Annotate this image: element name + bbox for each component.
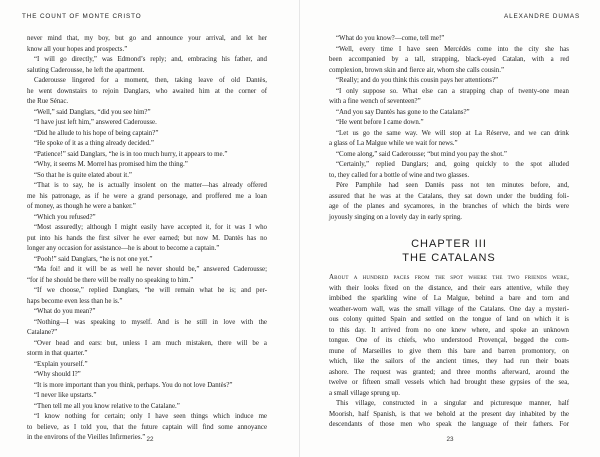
page-number-right: 23 xyxy=(446,436,454,443)
text-line: assured that he was at the Catalans, they sat down under the budding foli- xyxy=(329,192,569,200)
text-line: in the environs of the Vieilles Infirmeries.” xyxy=(27,434,146,441)
text-line: “Well,” said Danglars, “did you see him?” xyxy=(34,108,151,116)
text-line: Caderousse lingered for a moment, then, taking leave of old Dantès, xyxy=(34,77,267,84)
text-line: “I know nothing for certain; only I have seen things which induce me xyxy=(34,413,267,420)
chapter-heading xyxy=(329,237,569,265)
text-line: to, they called for a bottle of wine and two glasses. xyxy=(329,171,470,179)
text-line: “What do you know?—come, tell me!” xyxy=(336,35,445,42)
text-line: Catalane?” xyxy=(27,329,58,336)
text-line: mune of Marseilles to give them this bare and barren promontory, on xyxy=(329,347,569,355)
text-line: never mind that, my boy, but go and announce your arrival, and let her xyxy=(27,35,267,42)
text-line: “I never like upstarts.” xyxy=(34,392,97,399)
text-line: ashore. The request was granted; and three months afterward, around the xyxy=(329,368,569,376)
text-line: “Which you refused?” xyxy=(34,213,96,221)
text-line: “So that he is quite elated about it.” xyxy=(34,171,132,179)
text-line: Père Pamphile had seen Dantès pass not ten minutes before, and, xyxy=(336,182,569,189)
text-line: tongue. One of its chiefs, who understood Provençal, begged the com- xyxy=(329,337,569,344)
chapter-body xyxy=(329,273,569,431)
text-line: complexion, brown skin and fierce air, whom she calls cousin.” xyxy=(329,66,505,74)
text-line: “Let us go the same way. We will stop at La Réserve, and we can drink xyxy=(336,129,569,137)
text-line: storm in that quarter.” xyxy=(27,350,88,357)
text-line: “for if he should be there will be really no speaking to him.” xyxy=(27,276,194,284)
chapter-number: CHAPTER III xyxy=(411,238,487,250)
text-line: weather-worn wall, was the small village of the Catalans. One day a mysteri- xyxy=(329,305,569,313)
text-line: imbibed the sparkling wine of La Malgue, behind a bare and torn and xyxy=(329,295,569,302)
text-line: descendants of those men who speak the language of their fathers. For xyxy=(329,421,569,428)
text-line: to believe, as I told you, that the future captain will find some annoyance xyxy=(27,423,267,431)
text-line: “Why, it seems M. Morrel has promised him the thing.” xyxy=(34,161,188,168)
text-line: Moorish, half Spanish, is that we behold at the present day inhabited by the xyxy=(329,410,569,418)
right-page xyxy=(300,0,600,457)
text-line: “Really; and do you think this cousin pays her attentions?” xyxy=(336,77,499,84)
text-line: “It is more important than you think, perhaps. You do not love Dantès?” xyxy=(34,381,233,389)
text-line: “Why should I?” xyxy=(34,371,81,378)
text-line: “Well, every time I have seen Mercédès come into the city she has xyxy=(336,45,569,53)
text-line: he went downstairs to rejoin Danglars, who awaited him at the corner of xyxy=(27,87,267,95)
text-line: longer any occasion for assistance—he is about to become a captain.” xyxy=(27,245,220,252)
text-line: “Ma foi! and it will be as well he never should be,” answered Caderousse; xyxy=(34,266,267,273)
text-line: “That is to say, he is actually insolent on the matter—has already offered xyxy=(34,182,267,189)
text-line: me his patronage, as if he were a grand personage, and proffered me a loan xyxy=(27,192,267,200)
text-line: been accompanied by a tall, strapping, black-eyed Catalan, with a red xyxy=(329,56,569,63)
text-line: “What do you mean?” xyxy=(34,308,96,315)
text-line: ous colony quitted Spain and settled on the tongue of land on which it is xyxy=(329,316,569,323)
text-line: About a hundred paces from the spot where the two friends were, xyxy=(329,274,569,281)
text-line: “Over head and ears: but, unless I am much mistaken, there will be a xyxy=(34,339,267,347)
text-line: with their looks fixed on the distance, and their ears attentive, while they xyxy=(329,284,569,292)
text-line: a small village sprung up. xyxy=(329,389,400,397)
text-line: of money, as though he were a banker.” xyxy=(27,203,136,210)
text-line: “Nothing—I was speaking to myself. And is he still in love with the xyxy=(34,318,267,326)
running-header-right: ALEXANDRE DUMAS xyxy=(504,13,581,20)
running-header-left: THE COUNT OF MONTE CRISTO xyxy=(22,13,142,20)
text-line: “Explain yourself.” xyxy=(34,360,88,368)
text-line: “I will go directly,” was Edmond’s reply; and, embracing his father, and xyxy=(34,56,267,63)
text-line: “I only suppose so. What else can a strapping chap of twenty-one mean xyxy=(336,87,569,95)
text-line: which, like the sailors of the ancient times, they had run their boats xyxy=(329,358,569,365)
page-number-left: 22 xyxy=(146,436,154,443)
right-page-body xyxy=(329,34,569,223)
text-line: to this day. It arrived from no one knew where, and spoke an unknown xyxy=(329,326,569,334)
text-line: “He spoke of it as a thing already decided.” xyxy=(34,140,154,147)
text-line: “Certainly,” replied Danglars; and, going quickly to the spot alluded xyxy=(336,161,569,168)
text-line: This village, constructed in a singular and picturesque manner, half xyxy=(336,400,569,407)
text-line: “Come along,” said Caderousse; “but mind you pay the shot.” xyxy=(336,150,507,158)
text-line: with a fine wench of seventeen?” xyxy=(329,98,421,105)
text-line: “Patience!” said Danglars, “he is in too much hurry, it appears to me.” xyxy=(34,150,228,158)
text-line: joyously singing on a lovely day in early spring. xyxy=(329,213,463,221)
text-line: “He went before I came down.” xyxy=(336,119,424,126)
text-line: “I have just left him,” answered Caderousse. xyxy=(34,119,157,126)
text-line: twelve or fifteen small vessels which had brought these gypsies of the sea, xyxy=(329,379,569,386)
text-line: know all your hopes and prospects.” xyxy=(27,45,128,53)
left-page-body xyxy=(27,34,267,444)
text-line: haps become even less than he is.” xyxy=(27,297,123,305)
text-line: saluting Caderousse, he left the apartment. xyxy=(27,66,145,74)
chapter-title: THE CATALANS xyxy=(402,252,496,264)
text-line: “Pooh!” said Danglars, “he is not one yet.” xyxy=(34,255,153,263)
text-line: the Rue Sénac. xyxy=(27,98,69,105)
text-line: “If we choose,” replied Danglars, “he will remain what he is; and per- xyxy=(34,287,267,294)
text-line: “And you say Dantès has gone to the Catalans?” xyxy=(336,108,470,116)
text-line: “Most assuredly; although I might easily have accepted it, for it was I who xyxy=(34,224,267,231)
text-line: age of the planes and sycamores, in the branches of which the birds were xyxy=(329,203,569,210)
text-line: “Did he allude to his hope of being captain?” xyxy=(34,129,159,137)
text-line: a glass of La Malgue while we wait for news.” xyxy=(329,140,458,147)
text-line: “Then tell me all you know relative to the Catalane.” xyxy=(34,402,180,410)
text-line: put into his hands the first silver he ever earned; but now M. Dantès has no xyxy=(27,234,267,242)
